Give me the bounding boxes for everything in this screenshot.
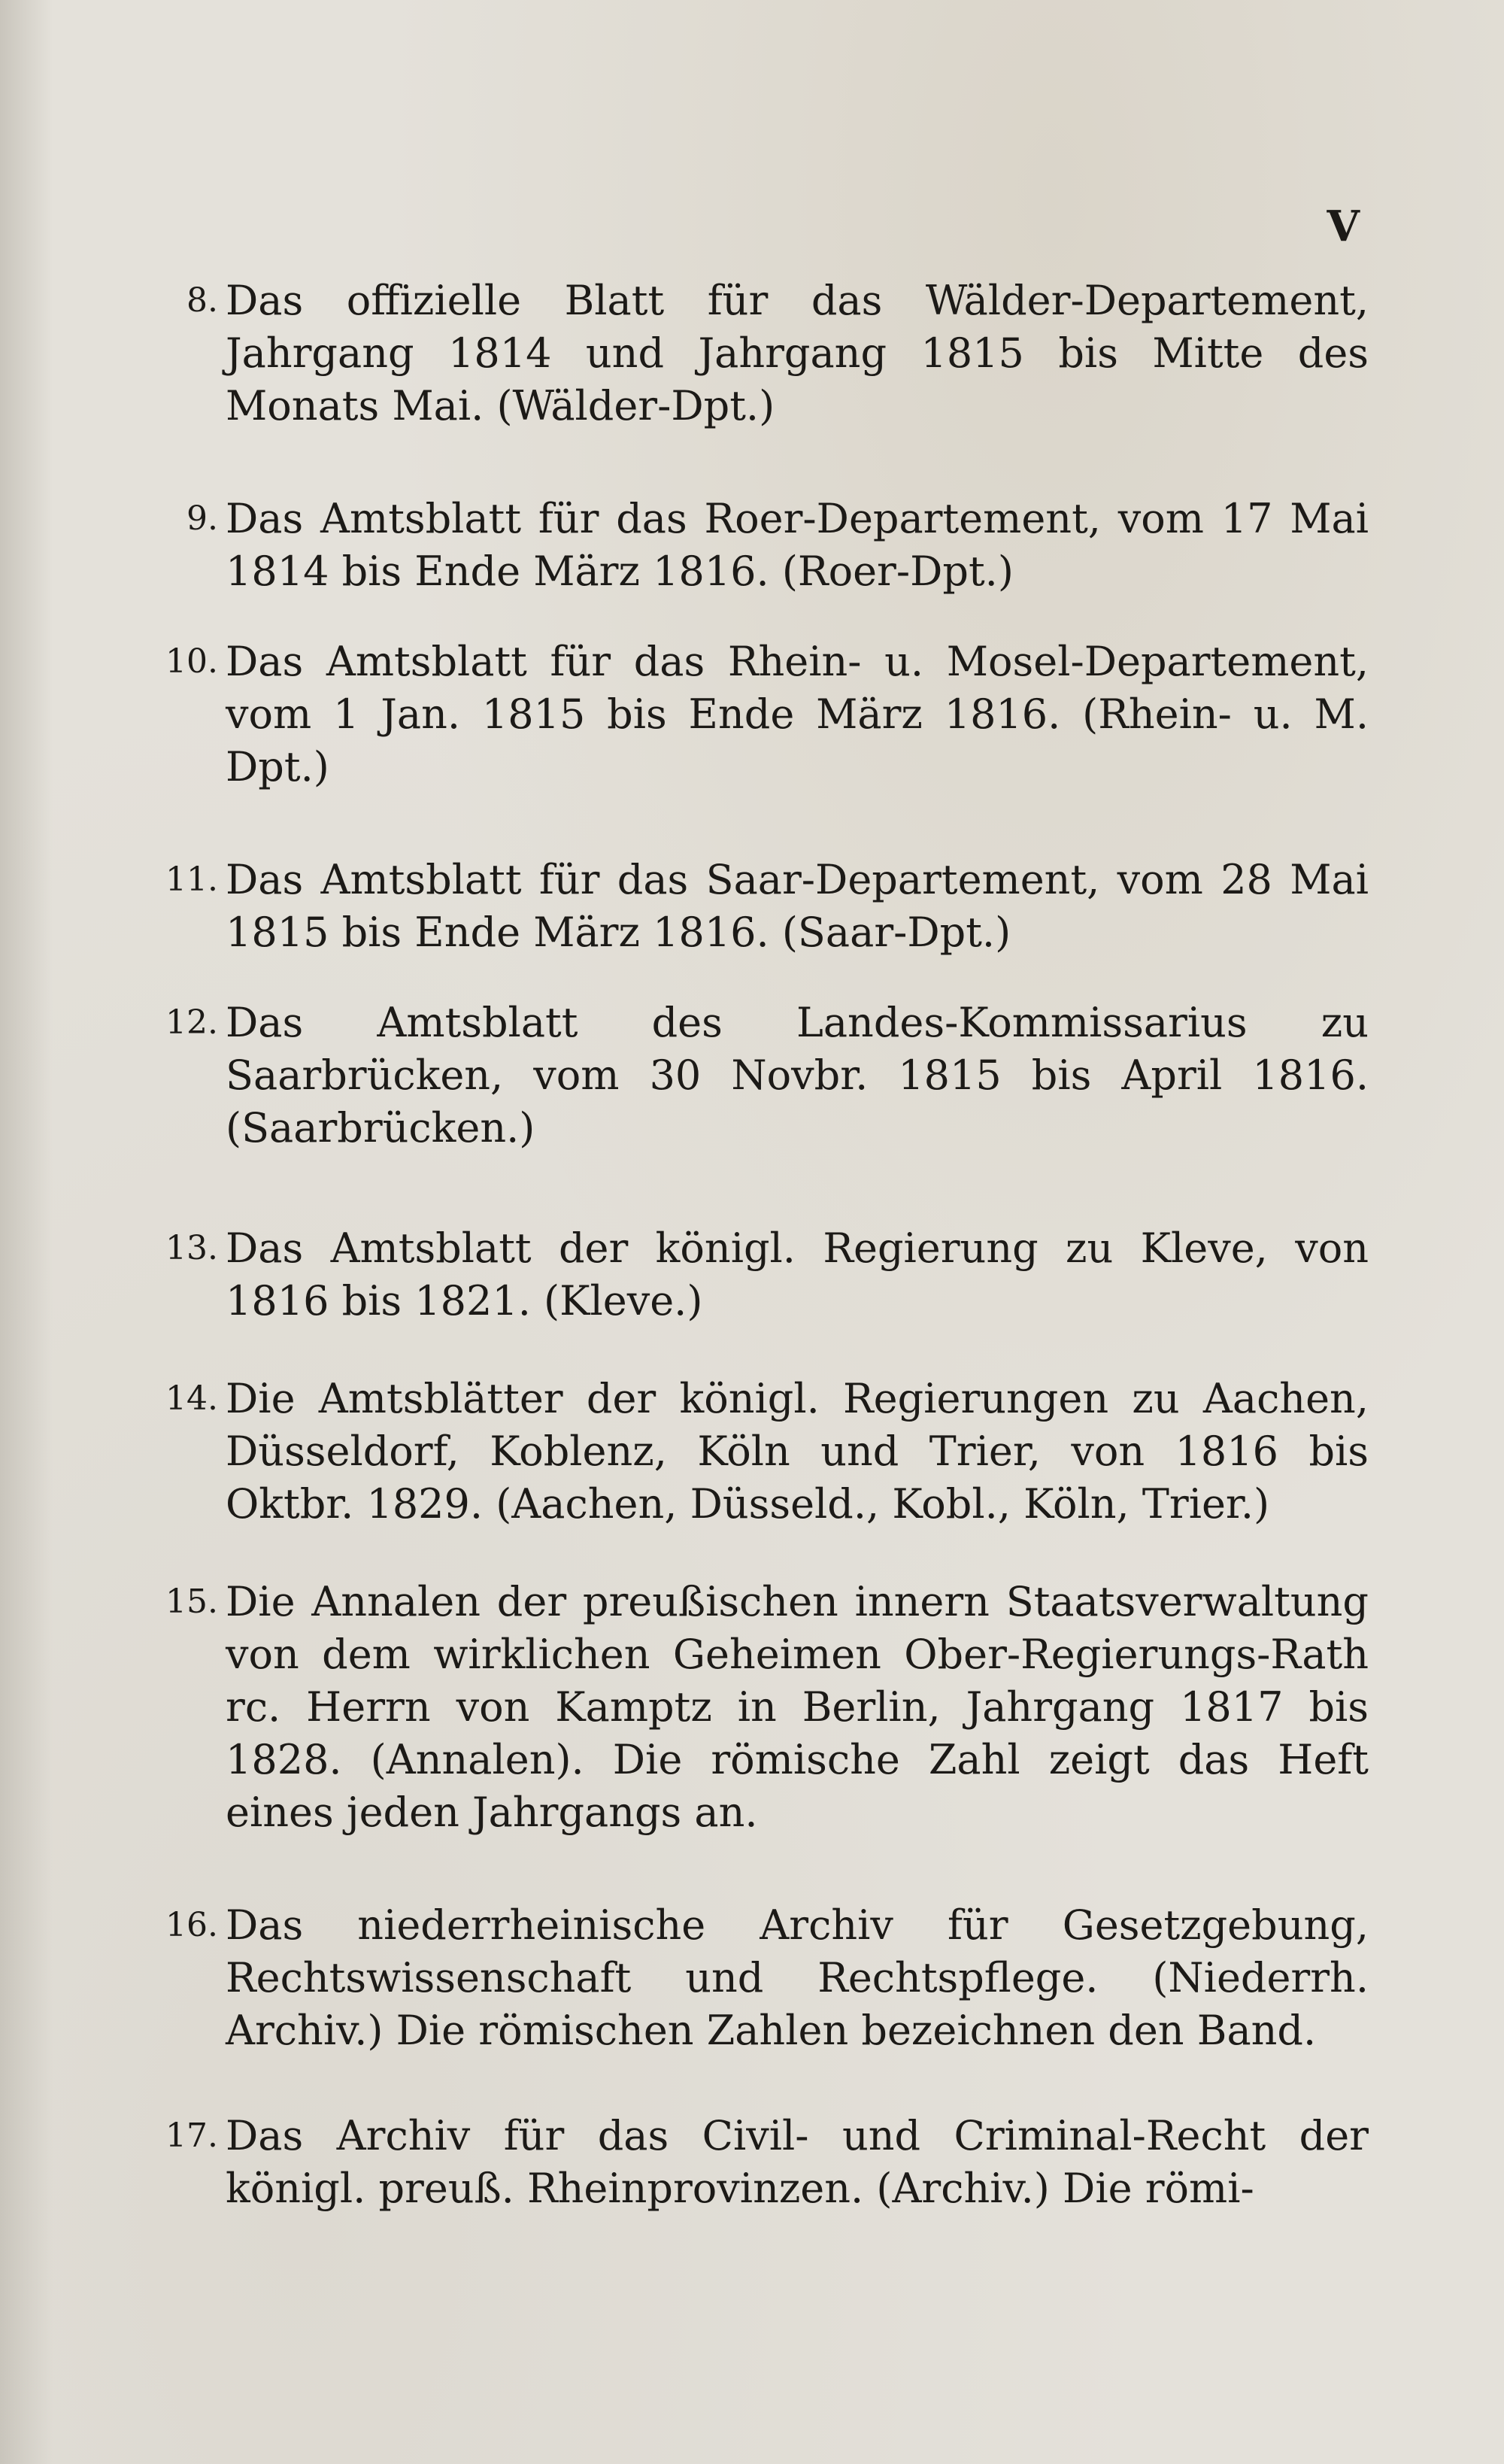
list-item (186, 493, 1369, 598)
entry-text: Das Amtsblatt für das Roer-Departement, vom 17 Mai 1814 bis Ende März 1816. (Roer-Dpt.) (226, 495, 1369, 595)
list-item (165, 854, 1369, 959)
list-item (165, 1899, 1369, 2057)
entry-text: Das Amtsblatt der königl. Regierung zu Kleve, von 1816 bis 1821. (Kleve.) (226, 1224, 1369, 1325)
entry-number: 8. (186, 281, 218, 320)
list-item (165, 1222, 1369, 1328)
source-list (165, 275, 1369, 2275)
entry-text: Das Amtsblatt für das Saar-Departement, vom 28 Mai 1815 bis Ende März 1816. (Saar-Dpt.) (226, 856, 1369, 956)
entry-text: Das Amtsblatt des Landes-Kommissarius zu Saarbrücken, vom 30 Novbr. 1815 bis April 1816. (Saarbrücken.) (226, 999, 1369, 1152)
entry-number: 12. (165, 1003, 218, 1042)
entry-number: 11. (165, 860, 218, 899)
entry-text: Das Archiv für das Civil- und Criminal-Recht der königl. preuß. Rheinprovinzen. (Archiv.) Die römi- (226, 2112, 1369, 2212)
list-item (165, 2110, 1369, 2215)
list-item (186, 275, 1369, 432)
list-item (165, 636, 1369, 794)
entry-text: Die Amtsblätter der königl. Regierungen zu Aachen, Düsseldorf, Koblenz, Köln und Trier, von 1816 bis Oktbr. 1829. (Aachen, Düsseld., Kobl., Köln, Trier.) (226, 1375, 1369, 1528)
list-item (165, 1576, 1369, 1839)
entry-number: 17. (165, 2117, 218, 2155)
entry-text: Das offizielle Blatt für das Wälder-Departement, Jahrgang 1814 und Jahrgang 1815 bis Mitte des Monats Mai. (Wälder-Dpt.) (226, 277, 1369, 429)
entry-number: 9. (186, 499, 218, 538)
page-number: V (1327, 202, 1361, 251)
list-item (165, 997, 1369, 1155)
entry-number: 10. (165, 642, 218, 681)
list-item (165, 1373, 1369, 1531)
entry-text: Das niederrheinische Archiv für Gesetzgebung, Rechtswissenschaft und Rechtspflege. (Niederrh. Archiv.) Die römischen Zahlen bezeichnen den Band. (226, 1901, 1369, 2054)
entry-number: 13. (165, 1229, 218, 1267)
entry-number: 16. (165, 1906, 218, 1944)
entry-number: 14. (165, 1379, 218, 1418)
entry-text: Die Annalen der preußischen innern Staatsverwaltung von dem wirklichen Geheimen Ober-Regierungs-Rath rc. Herrn von Kamptz in Berlin, Jahrgang 1817 bis 1828. (Annalen). Die römische Zahl zeigt das Heft eines jeden Jahrgangs an. (226, 1578, 1369, 1836)
page-gutter-shadow (0, 0, 53, 2464)
entry-text: Das Amtsblatt für das Rhein- u. Mosel-Departement, vom 1 Jan. 1815 bis Ende März 1816. (Rhein- u. M. Dpt.) (226, 638, 1369, 790)
entry-number: 15. (165, 1582, 218, 1621)
